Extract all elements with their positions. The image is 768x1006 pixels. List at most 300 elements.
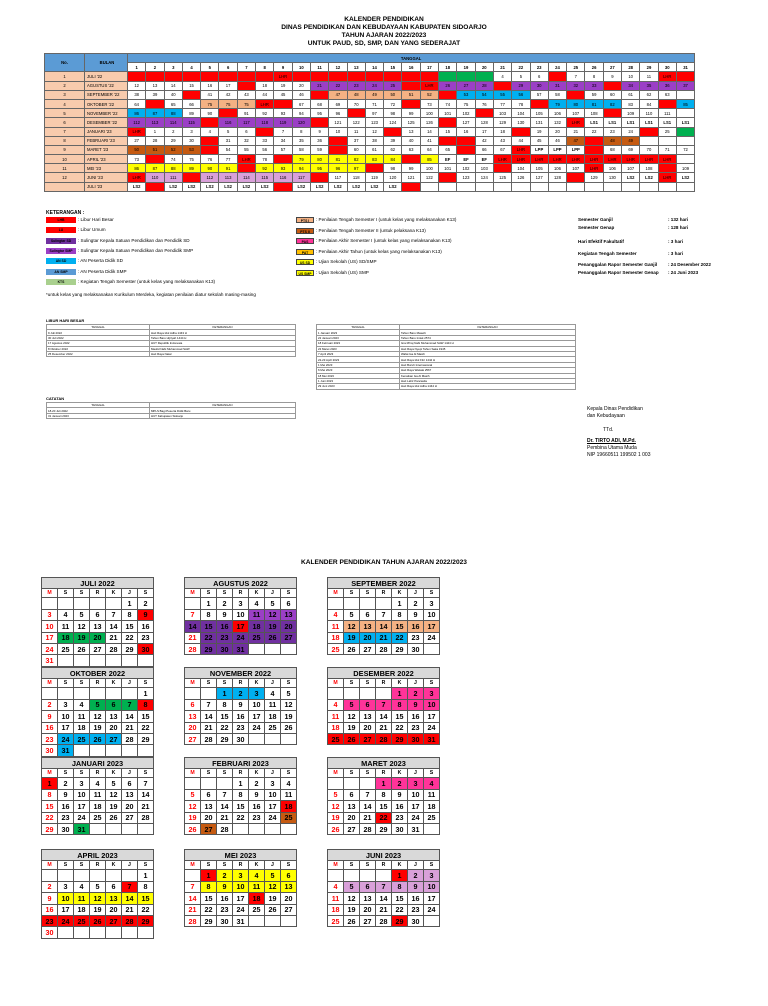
calendar-cell	[676, 72, 694, 81]
calendar-cell: 124	[475, 173, 493, 182]
month-row	[45, 109, 695, 118]
calendar-day: 10	[58, 893, 74, 904]
calendar-day: 27	[360, 733, 376, 744]
calendar-cell	[457, 182, 475, 191]
weekday-label: J	[122, 861, 138, 870]
calendar-day: 2	[249, 778, 265, 789]
calendar-cell: 58	[292, 145, 310, 154]
calendar-cell	[292, 72, 310, 81]
calendar-day	[122, 655, 138, 666]
calendar-day	[58, 927, 74, 938]
legend-item	[46, 269, 127, 275]
weekday-label: S	[201, 589, 217, 598]
calendar-day: 9	[217, 881, 233, 892]
calendar-cell: 97	[365, 109, 383, 118]
calendar-cell: LS1	[585, 118, 603, 127]
row-month-label: SEPTEMBER '22	[85, 90, 128, 99]
day-header-23: 23	[530, 63, 548, 72]
calendar-day: 22	[138, 904, 154, 915]
calendar-cell: 127	[530, 173, 548, 182]
weekday-label: R	[90, 769, 106, 778]
calendar-day: 19	[344, 722, 360, 733]
table-cell: Hari Raya Waisak 2567	[400, 368, 576, 373]
table-cell: Hari Raya Idul Adha 1443 H	[150, 330, 296, 335]
table-cell: Hari Raya Nyepi Tahun Saka 1945	[400, 346, 576, 351]
calendar-day: 14	[217, 801, 233, 812]
calendar-day: 9	[42, 893, 58, 904]
calendar-day: 21	[122, 722, 138, 733]
table-cell: Kenaikan Isa Al Masih	[400, 373, 576, 378]
calendar-cell	[146, 182, 164, 191]
calendar-cell: 41	[201, 90, 219, 99]
calendar-day: 25	[58, 643, 74, 654]
calendar-day: 26	[185, 823, 201, 834]
calendar-cell: 7	[567, 72, 585, 81]
calendar-day: 7	[201, 699, 217, 710]
weekday-label: J	[122, 679, 138, 688]
calendar-cell	[603, 109, 621, 118]
calendar-day: 8	[376, 789, 392, 800]
calendar-day: 14	[185, 893, 201, 904]
calendar-day: 28	[185, 915, 201, 926]
calendar-cell: 56	[256, 145, 274, 154]
calendar-cell: 112	[201, 173, 219, 182]
calendar-day: 28	[217, 823, 233, 834]
row-number: 2	[45, 81, 85, 90]
calendar-cell	[347, 109, 365, 118]
calendar-day: 30	[408, 915, 424, 926]
legend-item	[296, 259, 377, 265]
calendar-cell: 115	[182, 118, 200, 127]
calendar-day: 1	[201, 598, 217, 609]
calendar-cell: 11	[640, 72, 658, 81]
calendar-cell: 50	[384, 90, 402, 99]
table-cell: 6 Mei 2023	[317, 368, 400, 373]
weekday-label: K	[249, 769, 265, 778]
calendar-cell	[182, 90, 200, 99]
calendar-cell	[182, 72, 200, 81]
calendar-cell: 6	[530, 72, 548, 81]
row-month-label: JANUARI '23	[85, 127, 128, 136]
weekday-label: S	[58, 861, 74, 870]
day-header-22: 22	[512, 63, 530, 72]
calendar-day: 12	[185, 801, 201, 812]
calendar-day: 25	[74, 733, 90, 744]
calendar-day: 29	[138, 915, 154, 926]
calendar-day: 10	[249, 699, 265, 710]
calendar-cell: 34	[622, 81, 640, 90]
table-cell: Isra Mi'raj Nabi Muhammad SAW 1444 H	[400, 341, 576, 346]
legend-swatch: US SMP	[296, 270, 314, 276]
calendar-day	[138, 655, 154, 666]
calendar-cell: LHR	[237, 155, 255, 164]
calendar-day: 1	[392, 688, 408, 699]
calendar-cell	[658, 182, 676, 191]
calendar-day	[138, 823, 154, 834]
calendar-cell: 8	[585, 72, 603, 81]
mini-calendars-title: KALENDER PENDIDIKAN TAHUN AJARAN 2022/2023	[301, 559, 467, 566]
calendar-day	[344, 778, 360, 789]
calendar-cell: 10	[622, 72, 640, 81]
calendar-cell: 111	[658, 109, 676, 118]
weekday-label: R	[90, 679, 106, 688]
calendar-cell: 79	[292, 155, 310, 164]
calendar-cell: 58	[548, 90, 566, 99]
weekday-label: M	[42, 589, 58, 598]
table-cell: Hari Raya Idul Adha 1444 H	[400, 384, 576, 389]
calendar-cell: 38	[128, 90, 146, 99]
calendar-cell: 114	[237, 173, 255, 182]
calendar-day: 11	[90, 789, 106, 800]
weekday-label: S	[281, 679, 297, 688]
weekday-label: K	[249, 861, 265, 870]
calendar-cell: 45	[274, 90, 292, 99]
calendar-day: 26	[344, 733, 360, 744]
calendar-cell: 24	[365, 81, 383, 90]
calendar-cell: LHR	[658, 173, 676, 182]
calendar-day: 14	[185, 621, 201, 632]
calendar-day: 20	[201, 812, 217, 823]
calendar-day: 13	[344, 801, 360, 812]
holidays-title: LIBUR HARI BESAR	[46, 318, 85, 323]
signature-title-2: dan Kebudayaan	[587, 413, 625, 419]
calendar-cell: 99	[402, 164, 420, 173]
row-number: 5	[45, 109, 85, 118]
calendar-cell: LPP	[548, 145, 566, 154]
calendar-cell: 92	[256, 109, 274, 118]
calendar-day: 8	[201, 609, 217, 620]
table-cell: 1 Januari 2023	[317, 330, 400, 335]
summary-value: : 24 Desember 2022	[668, 262, 711, 267]
calendar-day: 18	[249, 893, 265, 904]
calendar-day: 2	[408, 688, 424, 699]
calendar-cell: 54	[475, 90, 493, 99]
day-header-16: 16	[402, 63, 420, 72]
calendar-cell	[237, 81, 255, 90]
calendar-cell: 63	[402, 145, 420, 154]
calendar-day: 30	[58, 823, 74, 834]
weekday-label: S	[58, 769, 74, 778]
calendar-cell: 88	[164, 109, 182, 118]
calendar-day: 19	[106, 801, 122, 812]
calendar-day	[249, 643, 265, 654]
month-row	[45, 118, 695, 127]
calendar-cell	[310, 173, 328, 182]
calendar-cell: 23	[603, 127, 621, 136]
month-calendar-title: FEBRUARI 2023	[185, 758, 297, 769]
calendar-cell: 75	[237, 99, 255, 108]
calendar-day: 5	[185, 789, 201, 800]
calendar-cell: 31	[219, 136, 237, 145]
legend-label: : Libur Hari Besar	[78, 217, 114, 223]
weekday-label: S	[58, 589, 74, 598]
calendar-cell	[384, 127, 402, 136]
calendar-day: 18	[58, 632, 74, 643]
calendar-cell: 43	[493, 136, 511, 145]
table-cell: 1 Juni 2023	[317, 378, 400, 383]
calendar-cell: 70	[640, 145, 658, 154]
calendar-cell: 113	[146, 118, 164, 127]
calendar-cell: 120	[384, 173, 402, 182]
calendar-cell: 42	[219, 90, 237, 99]
calendar-cell: 68	[310, 99, 328, 108]
calendar-cell	[402, 72, 420, 81]
month-row	[45, 127, 695, 136]
calendar-cell: 33	[256, 136, 274, 145]
calendar-cell: 18	[493, 127, 511, 136]
month-row	[45, 173, 695, 182]
calendar-cell	[439, 72, 457, 81]
calendar-cell	[658, 136, 676, 145]
calendar-cell: 55	[237, 145, 255, 154]
calendar-cell: 94	[292, 164, 310, 173]
calendar-cell: 81	[585, 99, 603, 108]
calendar-day: 29	[42, 823, 58, 834]
signature-block	[587, 406, 650, 459]
calendar-day: 6	[106, 699, 122, 710]
month-calendar	[327, 577, 440, 655]
calendar-day: 4	[424, 778, 440, 789]
calendar-cell: 35	[292, 136, 310, 145]
weekday-label: M	[42, 679, 58, 688]
calendar-day	[90, 598, 106, 609]
calendar-day: 8	[233, 789, 249, 800]
calendar-cell	[310, 118, 328, 127]
calendar-cell: 48	[603, 136, 621, 145]
calendar-day: 19	[265, 893, 281, 904]
calendar-cell	[274, 155, 292, 164]
calendar-day: 29	[138, 733, 154, 744]
calendar-day: 8	[217, 699, 233, 710]
calendar-day: 29	[201, 643, 217, 654]
calendar-cell: 57	[530, 90, 548, 99]
calendar-cell: 120	[292, 118, 310, 127]
calendar-day: 27	[360, 643, 376, 654]
calendar-day: 3	[42, 609, 58, 620]
calendar-cell: 110	[640, 109, 658, 118]
calendar-day: 17	[424, 711, 440, 722]
month-row	[45, 136, 695, 145]
row-month-label: APRIL '23	[85, 155, 128, 164]
calendar-day	[360, 598, 376, 609]
weekday-label: S	[360, 861, 376, 870]
calendar-cell	[365, 164, 383, 173]
calendar-cell	[676, 127, 694, 136]
calendar-day: 9	[408, 881, 424, 892]
calendar-day: 12	[106, 789, 122, 800]
calendar-cell: 50	[128, 145, 146, 154]
calendar-day: 7	[106, 609, 122, 620]
calendar-cell: 37	[676, 81, 694, 90]
weekday-label: S	[344, 861, 360, 870]
calendar-day: 21	[217, 812, 233, 823]
calendar-day: 25	[328, 915, 344, 926]
day-header-4: 4	[182, 63, 200, 72]
calendar-day	[360, 778, 376, 789]
calendar-cell: 93	[274, 164, 292, 173]
weekday-label: S	[217, 861, 233, 870]
calendar-cell: 83	[622, 99, 640, 108]
calendar-cell: 115	[256, 173, 274, 182]
month-calendar-title: JUNI 2023	[328, 850, 440, 861]
calendar-cell: 55	[493, 90, 511, 99]
weekday-label: M	[328, 679, 344, 688]
calendar-cell: 76	[201, 155, 219, 164]
calendar-day: 25	[281, 812, 297, 823]
calendar-day	[233, 823, 249, 834]
calendar-day: 26	[265, 632, 281, 643]
calendar-day	[265, 823, 281, 834]
calendar-cell: 126	[420, 118, 438, 127]
table-cell: 18 Februari 2023	[317, 341, 400, 346]
calendar-cell: 15	[182, 81, 200, 90]
calendar-month-rows	[45, 72, 695, 191]
calendar-day: 25	[424, 812, 440, 823]
calendar-cell: 46	[548, 136, 566, 145]
calendar-day: 9	[408, 609, 424, 620]
calendar-cell	[274, 99, 292, 108]
calendar-cell: 90	[201, 164, 219, 173]
calendar-cell: 22	[585, 127, 603, 136]
calendar-cell: 107	[567, 109, 585, 118]
calendar-cell: 108	[585, 109, 603, 118]
calendar-cell: 46	[292, 90, 310, 99]
calendar-day	[90, 655, 106, 666]
calendar-cell: 44	[512, 136, 530, 145]
calendar-cell: 20	[548, 127, 566, 136]
calendar-day: 17	[233, 621, 249, 632]
calendar-day	[185, 688, 201, 699]
calendar-cell: 49	[365, 90, 383, 99]
calendar-day: 21	[360, 812, 376, 823]
summary-label: Semester Ganjil	[578, 217, 613, 222]
calendar-cell: 121	[402, 173, 420, 182]
calendar-cell: 107	[622, 164, 640, 173]
calendar-cell: 82	[347, 155, 365, 164]
calendar-cell: 99	[402, 109, 420, 118]
calendar-day: 27	[281, 904, 297, 915]
weekday-label: R	[376, 769, 392, 778]
calendar-cell: 107	[567, 164, 585, 173]
calendar-day: 30	[233, 733, 249, 744]
calendar-day: 6	[360, 699, 376, 710]
legend-item	[46, 248, 193, 254]
calendar-cell: 91	[237, 109, 255, 118]
calendar-day: 13	[201, 801, 217, 812]
calendar-cell: 62	[384, 145, 402, 154]
calendar-day: 4	[249, 598, 265, 609]
calendar-day: 1	[42, 778, 58, 789]
calendar-day: 5	[90, 699, 106, 710]
calendar-day: 28	[376, 643, 392, 654]
weekday-label: S	[217, 589, 233, 598]
row-month-label: JULI '22	[85, 72, 128, 81]
calendar-cell	[365, 72, 383, 81]
calendar-day	[185, 870, 201, 881]
calendar-cell	[585, 145, 603, 154]
calendar-cell: LHR	[548, 155, 566, 164]
calendar-day	[106, 927, 122, 938]
calendar-day	[74, 745, 90, 756]
calendar-day	[106, 870, 122, 881]
legend-swatch: PTS II	[296, 228, 314, 234]
calendar-day	[281, 643, 297, 654]
calendar-day: 23	[249, 812, 265, 823]
calendar-cell: 63	[658, 90, 676, 99]
calendar-day: 7	[138, 778, 154, 789]
weekday-label: S	[217, 769, 233, 778]
calendar-day: 12	[90, 893, 106, 904]
calendar-cell: LHR	[512, 145, 530, 154]
calendar-day: 16	[249, 801, 265, 812]
calendar-cell	[567, 173, 585, 182]
calendar-day: 31	[58, 745, 74, 756]
weekday-label: J	[265, 769, 281, 778]
month-row	[45, 145, 695, 154]
weekday-label: S	[344, 769, 360, 778]
month-calendar	[184, 757, 297, 835]
calendar-cell: 87	[146, 109, 164, 118]
calendar-cell: 123	[365, 118, 383, 127]
day-header-2: 2	[146, 63, 164, 72]
calendar-cell	[201, 136, 219, 145]
legend-label: : AN Peserta Didik SD	[78, 258, 123, 264]
calendar-day: 24	[249, 722, 265, 733]
weekday-label: S	[360, 769, 376, 778]
weekday-label: R	[376, 861, 392, 870]
calendar-cell: 17	[475, 127, 493, 136]
weekday-label: S	[74, 861, 90, 870]
calendar-day: 23	[58, 812, 74, 823]
weekday-label: S	[217, 679, 233, 688]
calendar-cell: LS2	[676, 173, 694, 182]
table-cell: 7 April 2023	[317, 351, 400, 356]
calendar-day: 25	[74, 915, 90, 926]
calendar-cell: 69	[622, 145, 640, 154]
calendar-day: 10	[424, 609, 440, 620]
weekday-label: R	[376, 589, 392, 598]
weekday-label: S	[360, 679, 376, 688]
calendar-day: 7	[217, 789, 233, 800]
calendar-day: 5	[265, 870, 281, 881]
calendar-cell: 45	[530, 136, 548, 145]
calendar-cell: 93	[274, 109, 292, 118]
calendar-day: 18	[90, 801, 106, 812]
calendar-day	[328, 688, 344, 699]
calendar-cell	[457, 72, 475, 81]
weekday-label: S	[74, 769, 90, 778]
calendar-day: 16	[408, 711, 424, 722]
calendar-cell: LHR	[622, 155, 640, 164]
calendar-cell	[475, 72, 493, 81]
calendar-day: 26	[90, 733, 106, 744]
calendar-day: 16	[42, 904, 58, 915]
calendar-day: 25	[328, 733, 344, 744]
calendar-cell: 101	[439, 164, 457, 173]
calendar-cell: 47	[329, 90, 347, 99]
calendar-cell	[676, 90, 694, 99]
weekday-label: M	[185, 861, 201, 870]
calendar-cell: 75	[219, 99, 237, 108]
calendar-cell: 2	[164, 127, 182, 136]
calendar-cell: 16	[201, 81, 219, 90]
catatan-col-ket: KETERANGAN	[150, 403, 296, 408]
weekday-label: S	[360, 589, 376, 598]
hol-left-col-ket: KETERANGAN	[150, 325, 296, 330]
calendar-day: 24	[74, 812, 90, 823]
calendar-day: 10	[408, 789, 424, 800]
legend-swatch: Sulingtar SMP	[46, 248, 76, 254]
